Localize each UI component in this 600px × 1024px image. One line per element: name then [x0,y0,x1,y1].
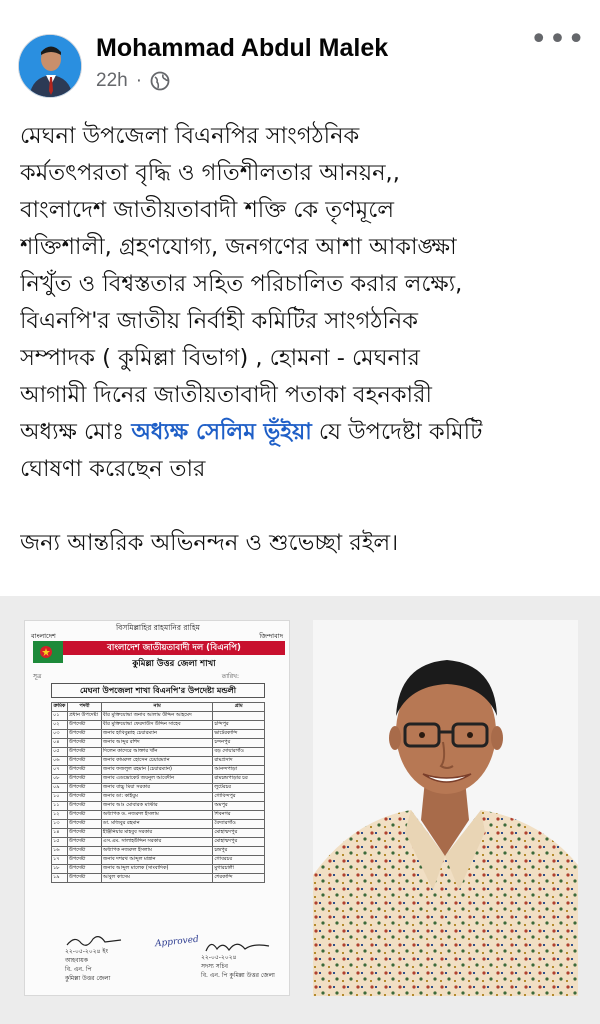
table-cell: জনাব দশরথ আব্দুল মান্নান [101,856,212,865]
table-cell: দিলেন কাদেরে আক্তার খাঁন [101,748,212,757]
meta-separator: · [135,70,143,91]
sig-line: বি. এন. পি কুমিল্লা উত্তর জেলা [201,972,275,979]
table-cell: উপদেষ্টা [67,757,101,766]
table-cell: মোহাম্মদপুর [213,829,265,838]
table-cell: অধ্যাপক নজরুল ইসলাম [101,847,212,856]
col-header: নাম [101,703,212,712]
post-line-mention [20,414,586,451]
post-line: সম্পাদক ( কুমিল্লা বিভাগ) , হোমনা - মেঘনার [20,345,420,371]
doc-left-tag: বাংলাদেশ [31,632,56,640]
table-cell: ১০ [52,793,68,802]
table-cell: উপদেষ্টা [67,856,101,865]
table-cell: ১২ [52,811,68,820]
table-cell: ০১ [52,712,68,721]
table-row [52,811,265,820]
table-row [52,847,265,856]
table-cell: উপদেষ্টা [67,811,101,820]
table-cell: উপদেষ্টা [67,793,101,802]
table-cell: রামপ্রসাদ [213,757,265,766]
table-cell [213,712,265,721]
post-line: বাংলাদেশ জাতীয়তাবাদী শক্তি কে তৃণমূলে [20,197,395,223]
table-row [52,739,265,748]
sig-line: কুমিল্লা উত্তর জেলা [65,975,111,982]
table-cell: উপদেষ্টা [67,748,101,757]
table-cell: উপদেষ্টা [67,847,101,856]
table-cell: জনাব কামরুল হোসেন চেয়ারম্যান [101,757,212,766]
table-cell: ০২ [52,721,68,730]
author-name[interactable]: Mohammad Abdul Malek [96,34,389,62]
table-cell: বৈদ্যারগাঁও [213,820,265,829]
table-cell: বড় দোয়ারগাঁও [213,748,265,757]
table-cell: ১৪ [52,829,68,838]
table-cell: ভাটেরকান্দি [213,730,265,739]
table-row [52,865,265,874]
table-row [52,856,265,865]
doc-ref: সূত্র [33,673,42,680]
table-row [52,829,265,838]
post-line: বিএনপি'র জাতীয় নির্বাহী কমিটির সাংগঠনিক [20,308,418,334]
table-cell: উপদেষ্টা [67,838,101,847]
table-cell: শিবনগর [213,811,265,820]
table-cell: লুটেরচর [213,784,265,793]
table-row [52,784,265,793]
post-text [20,118,586,562]
post-line: শক্তিশালী, গ্রহণযোগ্য, জনগণের আশা আকাঙ্ক্ষা [20,234,457,260]
avatar-photo-icon [19,35,82,98]
doc-table-title: মেঘনা উপজেলা শাখা বিএনপি'র উপদেষ্টা মন্ডলী [51,683,265,698]
table-cell: জনাব আব্দুর রশিদ [101,739,212,748]
table-cell: ০৭ [52,766,68,775]
table-cell: চন্দ্রপুর [213,847,265,856]
table-cell: ০৩ [52,730,68,739]
table-cell: উপদেষ্টা [67,829,101,838]
table-cell: জনাব আঃ মোবারক মাস্টার [101,802,212,811]
table-cell: ১৭ [52,856,68,865]
table-cell: উপদেষ্টা [67,775,101,784]
table-cell: উপদেষ্টা [67,730,101,739]
table-cell: ০৯ [52,784,68,793]
table-cell: জনাব এডভোকেট জয়নুল আবেদীন [101,775,212,784]
table-cell: এস.এম. সালাহউদ্দিন সরকার [101,838,212,847]
table-cell: মুগারচালী [213,865,265,874]
document-photo[interactable] [24,620,290,996]
sig-line: সদস্য সচিব [201,963,228,970]
table-cell: আনন্দপাড়া [213,766,265,775]
table-row [52,874,265,883]
table-cell: গোবিন্দপুর [213,793,265,802]
signature-left [65,947,110,983]
table-cell: ০৮ [52,775,68,784]
table-cell: ১৫ [52,838,68,847]
table-row [52,793,265,802]
table-cell: বীর মুক্তিযোদ্ধা ফেরদাউস উদ্দিন সাহেব [101,721,212,730]
table-row [52,721,265,730]
doc-date-label: তারিখ: [221,673,239,680]
table-cell: অমপুর [213,802,265,811]
table-row [52,730,265,739]
author-avatar[interactable] [18,34,82,98]
table-cell: বীর মুক্তিযোদ্ধা জনাব আলাম উদ্দিন আহমেদ [101,712,212,721]
table-cell: জনাব বাচ্চু মিয়া সরকার [101,784,212,793]
sig-line: আহবায়ক [65,957,88,964]
table-row [52,757,265,766]
table-cell: ১৬ [52,847,68,856]
globe-icon [150,71,170,91]
doc-right-tag: জিন্দাবাদ [259,632,283,640]
table-cell: ১৮ [52,865,68,874]
doc-banner: বাংলাদেশ জাতীয়তাবাদী দল (বিএনপি) [63,641,285,655]
table-row [52,820,265,829]
table-cell: উপদেষ্টা [67,739,101,748]
portrait-photo[interactable] [313,620,578,996]
doc-branch: কুমিল্লা উত্তর জেলা শাখা [132,659,216,669]
table-cell: জনাব হাবিবুল্লাহ চেয়ারম্যান [101,730,212,739]
signature-right [201,953,275,980]
post-line: আগামী দিনের জাতীয়তাবাদী পতাকা বহনকারী [20,382,432,408]
paragraph-gap [20,488,586,525]
post-line: কর্মতৎপরতা বৃদ্ধি ও গতিশীলতার আনয়ন,, [20,160,400,186]
post-meta [96,70,170,92]
post-line: মেঘনা উপজেলা বিএনপির সাংগঠনিক [20,123,360,149]
table-cell: উপদেষ্টা [67,820,101,829]
table-cell: ১৯ [52,874,68,883]
post-line: জন্য আন্তরিক অভিনন্দন ও শুভেচ্ছা রইল। [20,530,399,556]
col-header: ক্রমিক [52,703,68,712]
col-header: গ্রাম [213,703,265,712]
table-cell: জনাব আব্দুল মালেক (সাংবাদিক) [101,865,212,874]
table-cell: মোহাম্মদপুর [213,838,265,847]
table-row [52,838,265,847]
table-cell: ০৬ [52,757,68,766]
party-flag-icon [33,641,63,663]
table-cell: জনাব ডা: কাইয়ুম [101,793,212,802]
table-cell: উপদেষ্টা [67,802,101,811]
table-cell: চন্দিপুর [213,721,265,730]
table-cell: আবুল কাসেম [101,874,212,883]
post-header [0,0,600,100]
table-row [52,802,265,811]
post-photos [0,596,600,1024]
table-row [52,775,265,784]
table-cell: রামচন্দ্রপাড়ার চর [213,775,265,784]
post-line: ঘোষণা করেছেন তার [20,456,206,482]
table-cell: প্রধান উপদেষ্টা [67,712,101,721]
advisor-table-body [52,712,265,883]
table-cell: ১১ [52,802,68,811]
table-cell: চন্দনপুর [213,739,265,748]
post-time[interactable]: 22h [96,70,128,91]
table-cell: উপদেষ্টা [67,865,101,874]
mention-link[interactable]: অধ্যক্ষ সেলিম ভূঁইয়া [131,419,312,445]
table-cell: উপদেষ্টা [67,766,101,775]
table-row [52,712,265,721]
sig-line: ২২-০৫-২০২৪ ইং [65,948,109,955]
doc-top-line: বিসমিল্লাহির রাহমানির রাহিম [116,623,200,632]
more-options-button[interactable]: ••• [529,22,586,57]
advisor-table [51,702,265,883]
table-cell: ডা. মজিবুর রহমান [101,820,212,829]
table-cell: উপদেষ্টা [67,721,101,730]
table-row [52,748,265,757]
man-portrait-icon [313,620,578,996]
col-header: পদবী [67,703,101,712]
table-cell: ইঞ্জিনিয়ার মাহবুব সরকার [101,829,212,838]
mention-suffix: যে উপদেষ্টা কমিটি [311,419,483,445]
table-cell: অধ্যাপক ড. নজরুল ইসলাম [101,811,212,820]
table-cell: ০৪ [52,739,68,748]
table-cell: জনাব ফজলুল রহমান (চেয়ারম্যান) [101,766,212,775]
table-cell: শেরকান্দি [213,874,265,883]
table-cell: উপদেষ্টা [67,874,101,883]
table-cell: ০৫ [52,748,68,757]
table-cell: উপদেষ্টা [67,784,101,793]
sig-line: বি. এন. পি [65,966,92,973]
table-cell: ১৩ [52,820,68,829]
mention-prefix: অধ্যক্ষ মোঃ [20,419,132,445]
table-cell: গোবরচর [213,856,265,865]
approved-stamp: Approved [154,934,200,950]
post-line: নিখুঁত ও বিশ্বস্ততার সহিত পরিচালিত করার লক্ষ্যে, [20,271,463,297]
table-row [52,766,265,775]
sig-line: ২২-০৫-২০২৪ [201,954,237,961]
